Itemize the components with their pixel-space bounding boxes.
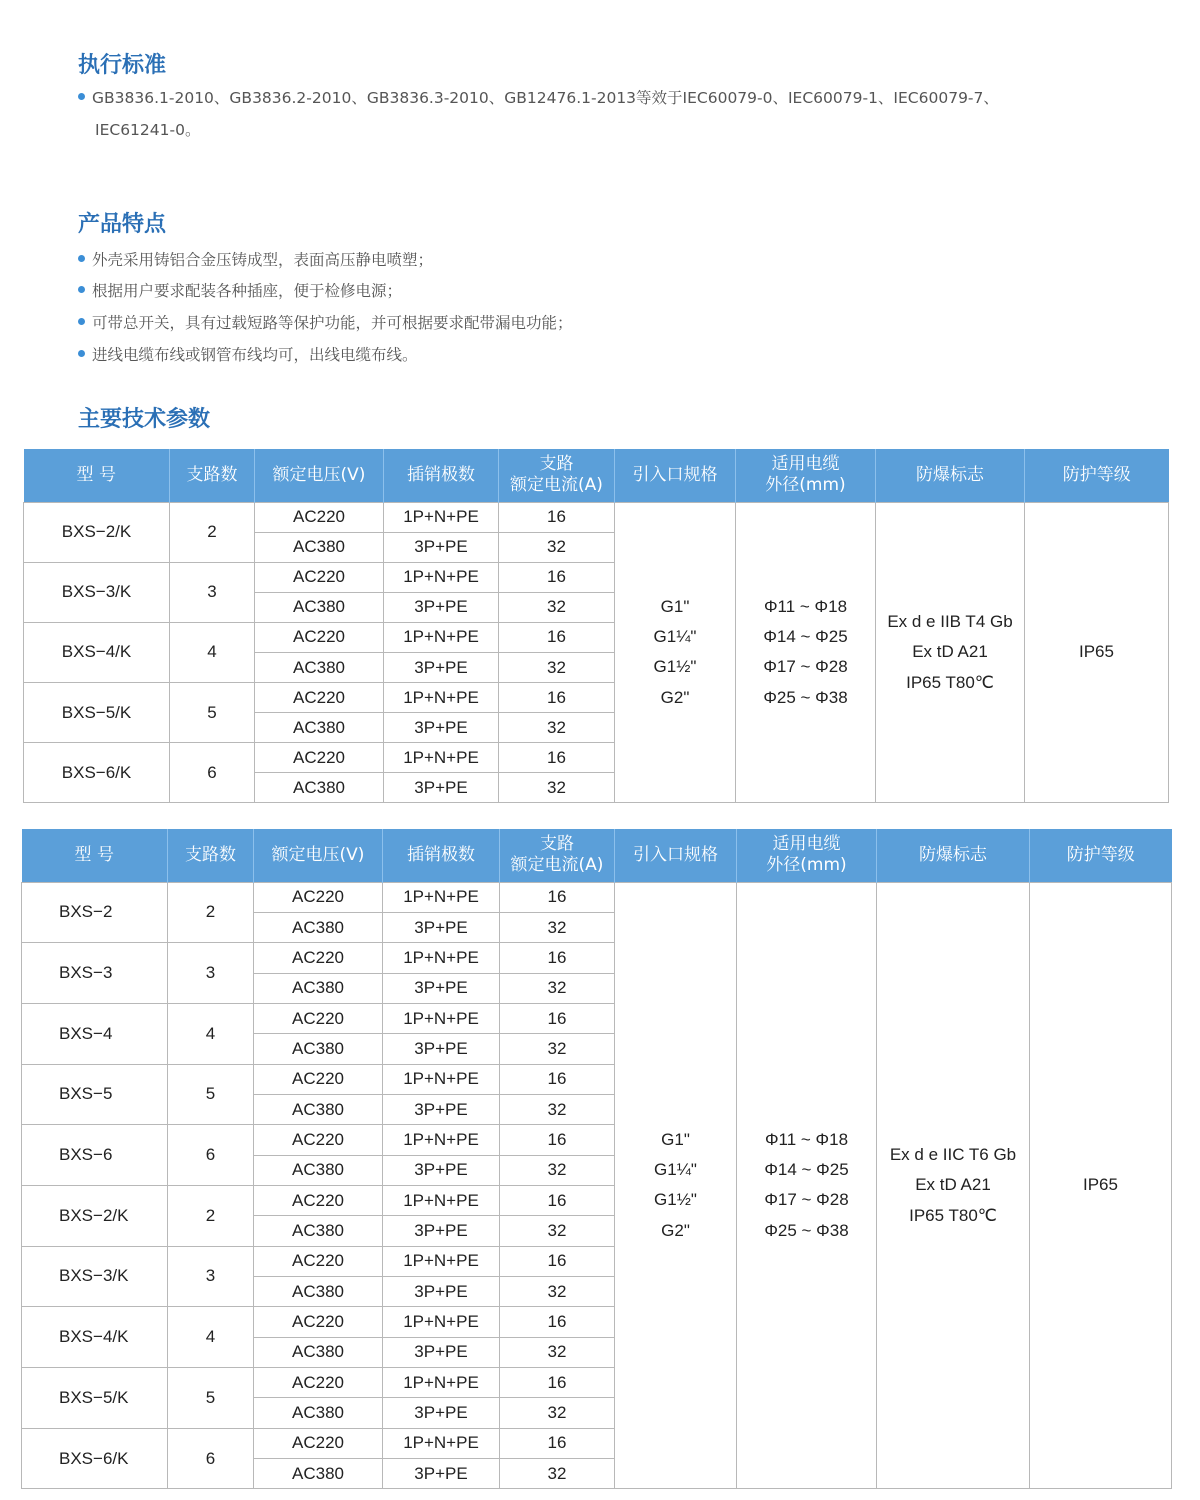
branches-cell: 4 <box>168 1003 254 1064</box>
voltage-cell: AC380 <box>254 973 383 1003</box>
feature-item <box>78 279 402 301</box>
current-cell: 16 <box>500 1307 615 1337</box>
poles-cell: 1P+N+PE <box>383 943 500 973</box>
voltage-cell: AC380 <box>255 773 384 803</box>
poles-cell: 3P+PE <box>383 912 500 942</box>
poles-cell: 1P+N+PE <box>383 1064 500 1094</box>
current-cell: 16 <box>500 1064 615 1094</box>
spec-table-ex-iib <box>23 449 1169 803</box>
voltage-cell: AC220 <box>254 1064 383 1094</box>
bullet-dot-icon <box>78 286 85 293</box>
bullet-dot-icon <box>78 318 85 325</box>
current-cell: 32 <box>500 1034 615 1064</box>
current-cell: 16 <box>500 1003 615 1033</box>
model-cell: BXS−2/K <box>24 502 170 562</box>
voltage-cell: AC220 <box>254 1307 383 1337</box>
ip-cell: IP65 <box>1025 502 1169 803</box>
poles-cell: 3P+PE <box>383 1094 500 1124</box>
current-cell: 16 <box>500 1125 615 1155</box>
model-cell: BXS−2 <box>22 882 168 943</box>
current-cell: 32 <box>500 1276 615 1306</box>
voltage-cell: AC380 <box>254 1276 383 1306</box>
header-ip: 防护等级 <box>1025 449 1169 502</box>
current-cell: 32 <box>500 1155 615 1185</box>
table-header-row <box>22 829 1172 882</box>
branches-cell: 3 <box>168 943 254 1004</box>
model-cell: BXS−6/K <box>22 1428 168 1489</box>
table-row <box>24 502 1169 532</box>
feature-text: 进线电缆布线或钢管布线均可，出线电缆布线。 <box>92 346 418 364</box>
model-cell: BXS−6 <box>22 1125 168 1186</box>
branches-cell: 2 <box>170 502 255 562</box>
header-poles: 插销极数 <box>383 829 500 882</box>
header-cable: 适用电缆 外径(mm) <box>736 449 876 502</box>
model-cell: BXS−5 <box>22 1064 168 1125</box>
poles-cell: 1P+N+PE <box>383 1368 500 1398</box>
current-cell: 16 <box>500 1185 615 1215</box>
voltage-cell: AC220 <box>254 882 383 912</box>
voltage-cell: AC380 <box>254 1216 383 1246</box>
params-title: 主要技术参数 <box>78 407 211 432</box>
current-cell: 32 <box>500 973 615 1003</box>
voltage-cell: AC380 <box>254 1459 383 1489</box>
table-header-row <box>24 449 1169 502</box>
poles-cell: 1P+N+PE <box>384 562 499 592</box>
current-cell: 16 <box>499 622 615 652</box>
header-inlet: 引入口规格 <box>615 829 737 882</box>
voltage-cell: AC220 <box>254 1003 383 1033</box>
poles-cell: 3P+PE <box>383 973 500 1003</box>
feature-item <box>78 248 433 270</box>
current-cell: 32 <box>499 532 615 562</box>
voltage-cell: AC380 <box>254 1094 383 1124</box>
voltage-cell: AC220 <box>254 1185 383 1215</box>
poles-cell: 1P+N+PE <box>383 882 500 912</box>
poles-cell: 1P+N+PE <box>383 1246 500 1276</box>
standards-item <box>78 86 999 108</box>
voltage-cell: AC380 <box>254 1034 383 1064</box>
bullet-dot-icon <box>78 350 85 357</box>
inlet-cell: G1" G1¼" G1½" G2" <box>615 502 736 803</box>
branches-cell: 2 <box>168 882 254 943</box>
voltage-cell: AC380 <box>254 1155 383 1185</box>
voltage-cell: AC220 <box>255 562 384 592</box>
voltage-cell: AC380 <box>254 912 383 942</box>
feature-text: 外壳采用铸铝合金压铸成型，表面高压静电喷塑； <box>92 251 434 269</box>
header-cable: 适用电缆 外径(mm) <box>737 829 877 882</box>
voltage-cell: AC220 <box>254 943 383 973</box>
poles-cell: 3P+PE <box>383 1337 500 1367</box>
voltage-cell: AC220 <box>255 683 384 713</box>
voltage-cell: AC220 <box>254 1246 383 1276</box>
branches-cell: 4 <box>168 1307 254 1368</box>
poles-cell: 1P+N+PE <box>384 502 499 532</box>
poles-cell: 1P+N+PE <box>384 622 499 652</box>
features-title: 产品特点 <box>78 212 167 237</box>
standards-title: 执行标准 <box>78 53 167 78</box>
current-cell: 16 <box>499 502 615 532</box>
current-cell: 16 <box>500 943 615 973</box>
header-branches: 支路数 <box>168 829 254 882</box>
branches-cell: 4 <box>170 622 255 682</box>
model-cell: BXS−3/K <box>24 562 170 622</box>
current-cell: 32 <box>499 713 615 743</box>
current-cell: 32 <box>500 1094 615 1124</box>
current-cell: 32 <box>499 773 615 803</box>
poles-cell: 3P+PE <box>384 713 499 743</box>
voltage-cell: AC380 <box>254 1398 383 1428</box>
branches-cell: 3 <box>168 1246 254 1307</box>
header-current: 支路 额定电流(A) <box>499 449 615 502</box>
header-branches: 支路数 <box>170 449 255 502</box>
poles-cell: 3P+PE <box>383 1276 500 1306</box>
cable-cell: Φ11 ~ Φ18 Φ14 ~ Φ25 Φ17 ~ Φ28 Φ25 ~ Φ38 <box>736 502 876 803</box>
voltage-cell: AC380 <box>255 652 384 682</box>
current-cell: 32 <box>499 652 615 682</box>
header-model: 型 号 <box>22 829 168 882</box>
model-cell: BXS−4 <box>22 1003 168 1064</box>
bullet-dot-icon <box>78 255 85 262</box>
poles-cell: 1P+N+PE <box>383 1428 500 1458</box>
model-cell: BXS−3 <box>22 943 168 1004</box>
poles-cell: 3P+PE <box>383 1398 500 1428</box>
ex-mark-cell: Ex d e IIC T6 Gb Ex tD A21 IP65 T80℃ <box>877 882 1030 1489</box>
current-cell: 16 <box>500 1368 615 1398</box>
feature-text: 根据用户要求配装各种插座，便于检修电源； <box>92 282 403 300</box>
current-cell: 16 <box>499 562 615 592</box>
poles-cell: 1P+N+PE <box>383 1125 500 1155</box>
current-cell: 16 <box>500 882 615 912</box>
voltage-cell: AC220 <box>255 743 384 773</box>
model-cell: BXS−2/K <box>22 1185 168 1246</box>
standards-text-continued: IEC61241-0。 <box>95 121 201 139</box>
header-current: 支路 额定电流(A) <box>500 829 615 882</box>
voltage-cell: AC220 <box>254 1368 383 1398</box>
branches-cell: 6 <box>168 1125 254 1186</box>
branches-cell: 5 <box>168 1064 254 1125</box>
branches-cell: 3 <box>170 562 255 622</box>
current-cell: 32 <box>499 592 615 622</box>
voltage-cell: AC380 <box>255 713 384 743</box>
poles-cell: 3P+PE <box>383 1459 500 1489</box>
feature-text: 可带总开关，具有过载短路等保护功能，并可根据要求配带漏电功能； <box>92 314 573 332</box>
bullet-dot-icon <box>78 93 85 100</box>
current-cell: 32 <box>500 1459 615 1489</box>
poles-cell: 1P+N+PE <box>383 1003 500 1033</box>
current-cell: 16 <box>499 683 615 713</box>
poles-cell: 1P+N+PE <box>383 1307 500 1337</box>
spec-table-ex-iic <box>21 829 1172 1489</box>
feature-item <box>78 311 573 333</box>
voltage-cell: AC220 <box>255 622 384 652</box>
poles-cell: 3P+PE <box>383 1034 500 1064</box>
model-cell: BXS−5/K <box>24 683 170 743</box>
voltage-cell: AC380 <box>255 532 384 562</box>
model-cell: BXS−4/K <box>22 1307 168 1368</box>
poles-cell: 3P+PE <box>383 1155 500 1185</box>
header-ip: 防护等级 <box>1030 829 1172 882</box>
model-cell: BXS−6/K <box>24 743 170 803</box>
poles-cell: 3P+PE <box>383 1216 500 1246</box>
voltage-cell: AC220 <box>254 1125 383 1155</box>
ex-mark-cell: Ex d e IIB T4 Gb Ex tD A21 IP65 T80℃ <box>876 502 1025 803</box>
voltage-cell: AC220 <box>254 1428 383 1458</box>
current-cell: 32 <box>500 1216 615 1246</box>
current-cell: 32 <box>500 912 615 942</box>
branches-cell: 5 <box>170 683 255 743</box>
model-cell: BXS−4/K <box>24 622 170 682</box>
branches-cell: 2 <box>168 1185 254 1246</box>
header-model: 型 号 <box>24 449 170 502</box>
poles-cell: 1P+N+PE <box>383 1185 500 1215</box>
voltage-cell: AC380 <box>254 1337 383 1367</box>
current-cell: 16 <box>500 1428 615 1458</box>
inlet-cell: G1" G1¼" G1½" G2" <box>615 882 737 1489</box>
voltage-cell: AC380 <box>255 592 384 622</box>
header-poles: 插销极数 <box>384 449 499 502</box>
table-row <box>22 882 1172 912</box>
header-ex-mark: 防爆标志 <box>877 829 1030 882</box>
cable-cell: Φ11 ~ Φ18 Φ14 ~ Φ25 Φ17 ~ Φ28 Φ25 ~ Φ38 <box>737 882 877 1489</box>
model-cell: BXS−3/K <box>22 1246 168 1307</box>
poles-cell: 3P+PE <box>384 773 499 803</box>
current-cell: 16 <box>499 743 615 773</box>
header-ex-mark: 防爆标志 <box>876 449 1025 502</box>
model-cell: BXS−5/K <box>22 1368 168 1429</box>
ip-cell: IP65 <box>1030 882 1172 1489</box>
branches-cell: 5 <box>168 1368 254 1429</box>
poles-cell: 3P+PE <box>384 652 499 682</box>
header-inlet: 引入口规格 <box>615 449 736 502</box>
header-voltage: 额定电压(V) <box>255 449 384 502</box>
poles-cell: 1P+N+PE <box>384 743 499 773</box>
branches-cell: 6 <box>168 1428 254 1489</box>
poles-cell: 3P+PE <box>384 592 499 622</box>
branches-cell: 6 <box>170 743 255 803</box>
header-voltage: 额定电压(V) <box>254 829 383 882</box>
current-cell: 32 <box>500 1337 615 1367</box>
feature-item <box>78 343 418 365</box>
poles-cell: 3P+PE <box>384 532 499 562</box>
current-cell: 32 <box>500 1398 615 1428</box>
standards-text: GB3836.1-2010、GB3836.2-2010、GB3836.3-2010、GB12476.1-2013等效于IEC60079-0、IEC60079-1、IEC60079-7、 <box>92 89 999 107</box>
voltage-cell: AC220 <box>255 502 384 532</box>
current-cell: 16 <box>500 1246 615 1276</box>
poles-cell: 1P+N+PE <box>384 683 499 713</box>
